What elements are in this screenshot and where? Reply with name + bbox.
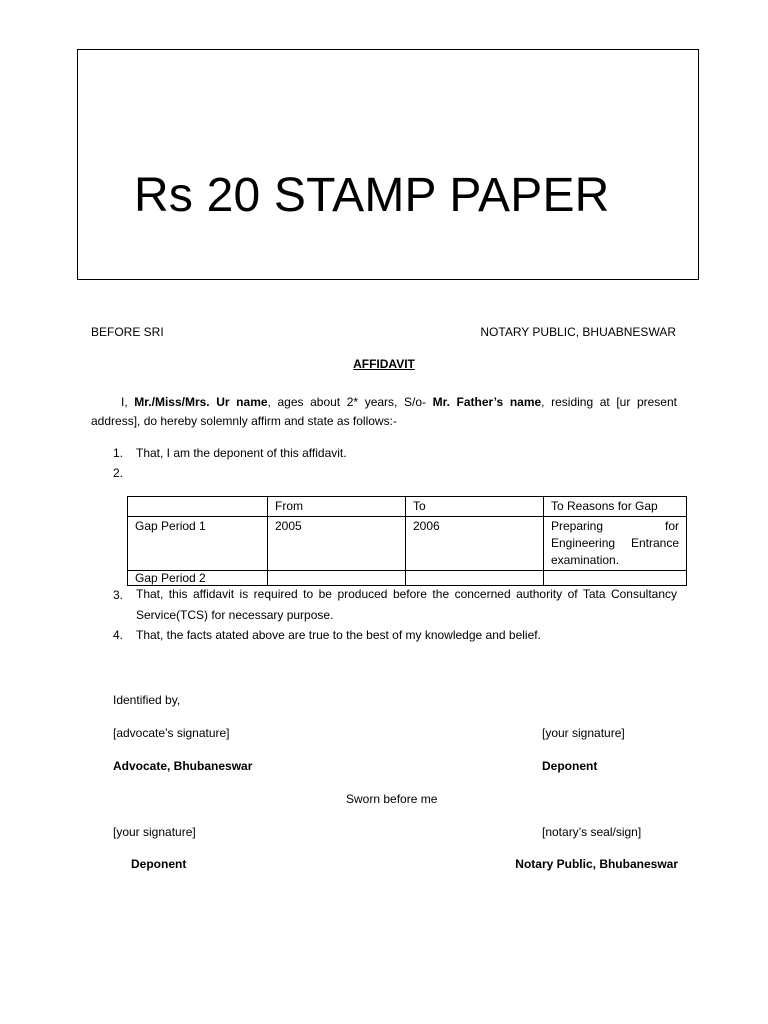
deponent-title-2: Deponent bbox=[131, 857, 187, 871]
deponent-signature: [your signature] bbox=[542, 726, 625, 740]
stamp-box bbox=[77, 49, 699, 280]
deponent-title: Deponent bbox=[542, 759, 598, 773]
table-cell: Preparing for Engineering Entrance examination. bbox=[544, 517, 687, 571]
table-cell: 2006 bbox=[406, 517, 544, 571]
table-header-cell: To Reasons for Gap bbox=[544, 497, 687, 517]
intro-text-3: , residing at [ur present address], do hereby solemnly affirm and state as follows:- bbox=[91, 395, 677, 428]
identified-by: Identified by, bbox=[113, 693, 181, 707]
intro-text-2: , ages about 2* years, S/o- bbox=[267, 395, 433, 409]
intro-text-1: I, bbox=[121, 395, 135, 409]
item-number: 3. bbox=[113, 588, 124, 602]
item-text: That, the facts atated above are true to the best of my knowledge and belief. bbox=[136, 628, 541, 642]
intro-paragraph bbox=[91, 393, 677, 431]
item-number: 4. bbox=[113, 628, 124, 642]
item-number: 2. bbox=[113, 466, 124, 480]
affidavit-heading: AFFIDAVIT bbox=[353, 357, 415, 371]
advocate-title: Advocate, Bhubaneswar bbox=[113, 759, 253, 773]
table-header-cell: To bbox=[406, 497, 544, 517]
item-text: That, this affidavit is required to be produced before the concerned authority of Tata Consultancy Service(TCS) for necessary purpose. bbox=[136, 587, 677, 622]
notary-title: Notary Public, Bhubaneswar bbox=[515, 857, 678, 871]
table-header-cell bbox=[128, 497, 268, 517]
advocate-signature: [advocate’s signature] bbox=[113, 726, 230, 740]
table-cell: Gap Period 1 bbox=[128, 517, 268, 571]
sworn-before-me: Sworn before me bbox=[346, 792, 438, 806]
table-cell: Gap Period 2 bbox=[128, 571, 268, 586]
table-cell: 2005 bbox=[268, 517, 406, 571]
table-header-row bbox=[128, 497, 687, 517]
notary-header: NOTARY PUBLIC, BHUABNESWAR bbox=[480, 325, 676, 339]
gap-period-table bbox=[127, 496, 687, 586]
notary-seal: [notary’s seal/sign] bbox=[542, 825, 642, 839]
deponent-name: Mr./Miss/Mrs. Ur name bbox=[134, 395, 268, 409]
father-name: Mr. Father’s name bbox=[432, 395, 542, 409]
table-row bbox=[128, 517, 687, 571]
deponent-signature-2: [your signature] bbox=[113, 825, 196, 839]
stamp-title: Rs 20 STAMP PAPER bbox=[134, 169, 610, 222]
table-header-cell: From bbox=[268, 497, 406, 517]
item-text: That, I am the deponent of this affidavit. bbox=[136, 446, 347, 460]
item-number: 1. bbox=[113, 446, 124, 460]
before-label: BEFORE SRI bbox=[91, 325, 164, 339]
